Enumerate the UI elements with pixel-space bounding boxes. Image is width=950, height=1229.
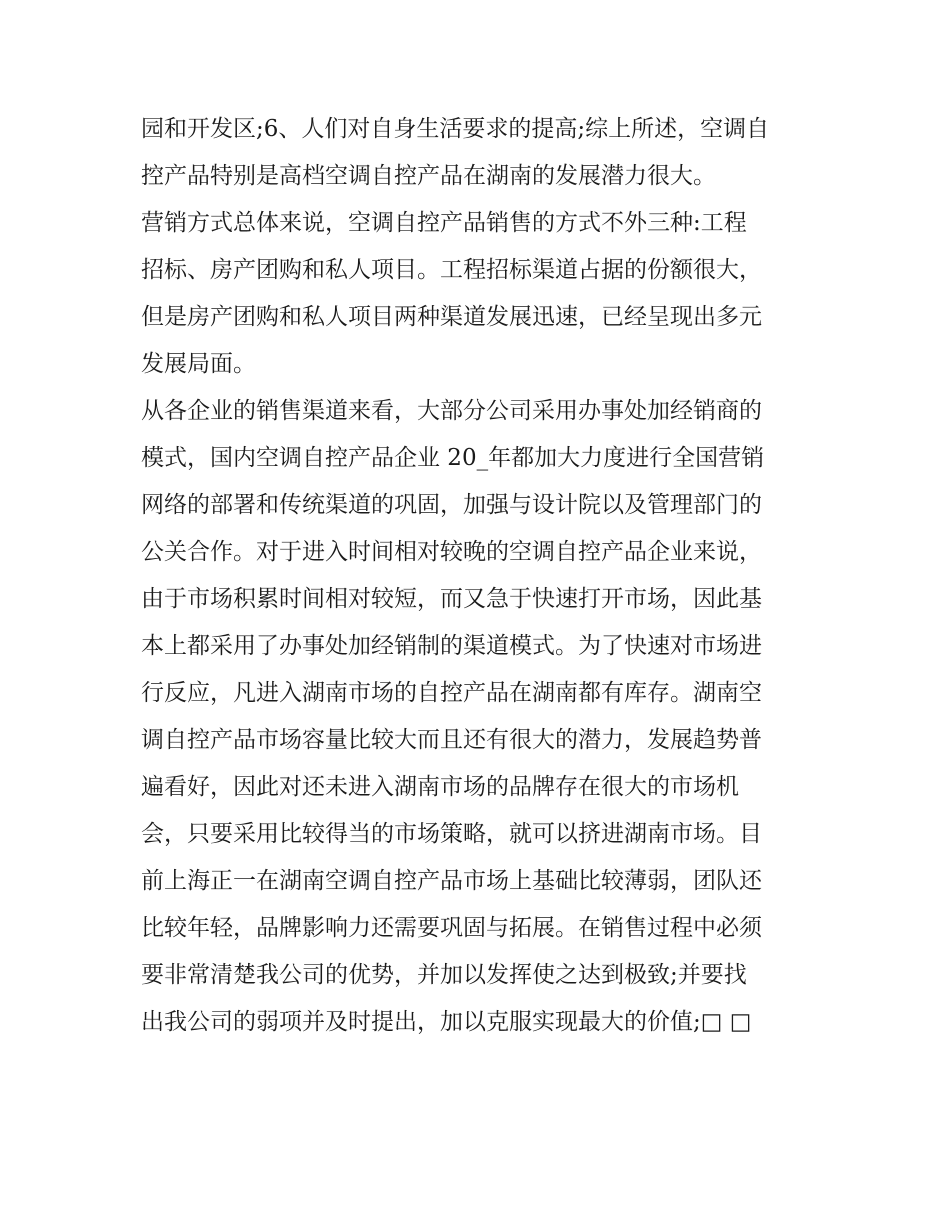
text-line: 控产品特别是高档空调自控产品在湖南的发展潜力很大。 <box>141 163 716 189</box>
text-line: 比较年轻，品牌影响力还需要巩固与拓展。在销售过程中必须 <box>141 915 762 941</box>
text-line: 模式，国内空调自控产品企业 20_年都加大力度进行全国营销 <box>141 445 765 471</box>
text-line: 前上海正一在湖南空调自控产品市场上基础比较薄弱，团队还 <box>141 868 762 894</box>
text-line: 从各企业的销售渠道来看，大部分公司采用办事处加经销商的 <box>141 398 762 424</box>
text-line: 园和开发区;6、人们对自身生活要求的提高;综上所述，空调自 <box>141 116 770 142</box>
text-line: 本上都采用了办事处加经销制的渠道模式。为了快速对市场进 <box>141 633 762 659</box>
text-line: 出我公司的弱项并及时提出，加以克服实现最大的价值;□ □ <box>141 1009 752 1035</box>
text-line: 要非常清楚我公司的优势，并加以发挥使之达到极致;并要找 <box>141 962 747 988</box>
body-text <box>141 106 817 1046</box>
text-line: 发展局面。 <box>141 351 256 377</box>
text-line: 由于市场积累时间相对较短，而又急于快速打开市场，因此基 <box>141 586 762 612</box>
text-line: 调自控产品市场容量比较大而且还有很大的潜力，发展趋势普 <box>141 727 762 753</box>
text-line: 会，只要采用比较得当的市场策略，就可以挤进湖南市场。目 <box>141 821 762 847</box>
text-line: 网络的部署和传统渠道的巩固，加强与设计院以及管理部门的 <box>141 492 762 518</box>
text-line: 公关合作。对于进入时间相对较晚的空调自控产品企业来说， <box>141 539 762 565</box>
text-line: 营销方式总体来说，空调自控产品销售的方式不外三种:工程 <box>141 210 747 236</box>
text-line: 招标、房产团购和私人项目。工程招标渠道占据的份额很大， <box>141 257 762 283</box>
text-line: 但是房产团购和私人项目两种渠道发展迅速，已经呈现出多元 <box>141 304 762 330</box>
text-line: 行反应，凡进入湖南市场的自控产品在湖南都有库存。湖南空 <box>141 680 762 706</box>
text-line: 遍看好，因此对还未进入湖南市场的品牌存在很大的市场机 <box>141 774 739 800</box>
